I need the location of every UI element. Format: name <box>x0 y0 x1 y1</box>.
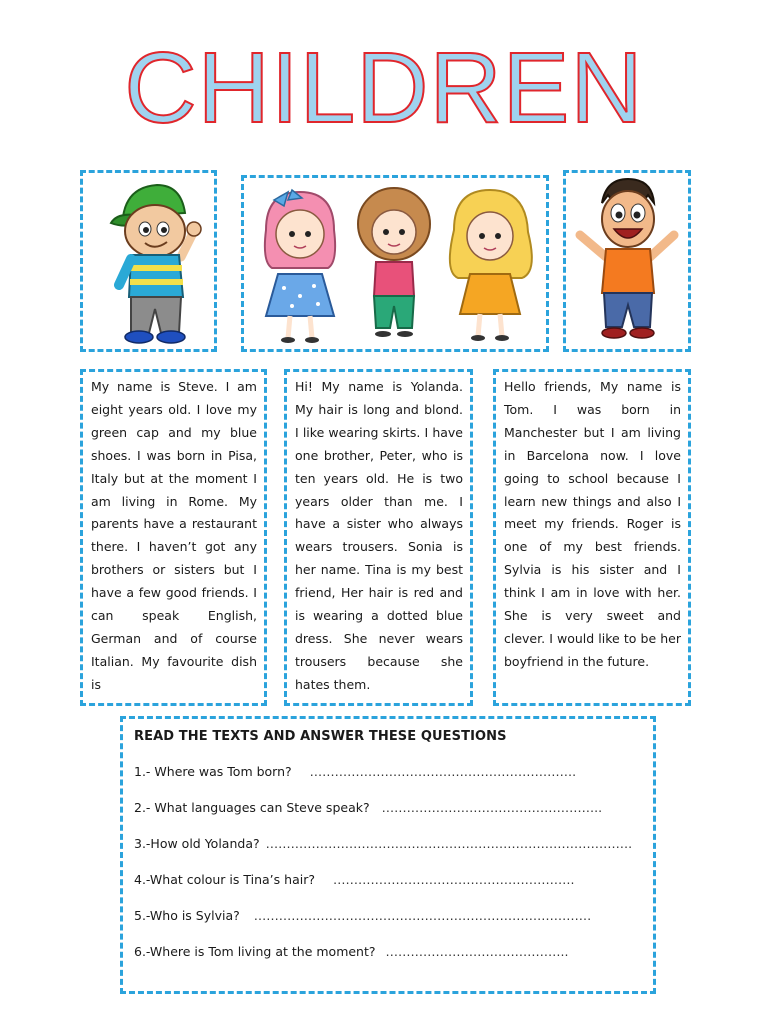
question-text: 4.-What colour is Tina’s hair? <box>134 872 315 887</box>
answer-line[interactable]: ……………………………………………………………………… <box>253 908 592 923</box>
three-girls-icon <box>244 178 546 349</box>
tom-text: Hello friends, My name is Tom. I was born in Manchester but I am living in Barcelona now. I love going to school because I learn new things and also I meet my friends. Roger is one of my best friends. Sylvia is his sister and I think I am in love with her. She is very sweet and clever. I would like to be her boyfriend in the future. <box>504 379 681 669</box>
question-text: 5.-Who is Sylvia? <box>134 908 240 923</box>
girls-image-box <box>241 175 549 352</box>
question-text: 2.- What languages can Steve speak? <box>134 800 370 815</box>
boy-orange-shirt-icon <box>566 173 688 349</box>
question-4 <box>134 870 574 890</box>
boy-green-cap-icon <box>83 173 214 349</box>
question-3 <box>134 834 632 854</box>
answer-line[interactable]: ……………………………………………………………………………. <box>265 836 633 851</box>
question-text: 3.-How old Yolanda? <box>134 836 260 851</box>
yolanda-text-box <box>284 369 473 706</box>
page-title: CHILDREN <box>124 32 644 144</box>
answer-line[interactable]: ………………………………………………………. <box>309 764 577 779</box>
answer-line[interactable]: …………………………………………………. <box>332 872 575 887</box>
yolanda-text: Hi! My name is Yolanda. My hair is long and blond. I like wearing skirts. I have one brother, Peter, who is ten years old. He is two years older than me. I have a sister who always wears trousers. Sonia is her name. Tina is my best friend, Her hair is red and is wearing a dotted blue dress. She never wears trousers because she hates them. <box>295 379 463 692</box>
steve-text-box <box>80 369 267 706</box>
answer-line[interactable]: …………………………………………….. <box>381 800 603 815</box>
question-1 <box>134 762 576 782</box>
steve-text: My name is Steve. I am eight years old. I love my green cap and my blue shoes. I was born in Pisa, Italy but at the moment I am living in Rome. My parents have a restaurant there. I haven’t got any brothers or sisters but I have a few good friends. I can speak English, German and of course Italian. My favourite dish is <box>91 379 257 692</box>
answer-line[interactable]: …………………………………….. <box>385 944 569 959</box>
tom-image-box <box>563 170 691 352</box>
tom-text-box <box>493 369 691 706</box>
question-5 <box>134 906 591 926</box>
question-text: 6.-Where is Tom living at the moment? <box>134 944 376 959</box>
steve-image-box <box>80 170 217 352</box>
question-text: 1.- Where was Tom born? <box>134 764 292 779</box>
question-6 <box>134 942 568 962</box>
questions-box <box>120 716 656 994</box>
question-2 <box>134 798 602 818</box>
questions-heading: READ THE TEXTS AND ANSWER THESE QUESTIONS <box>134 729 507 744</box>
